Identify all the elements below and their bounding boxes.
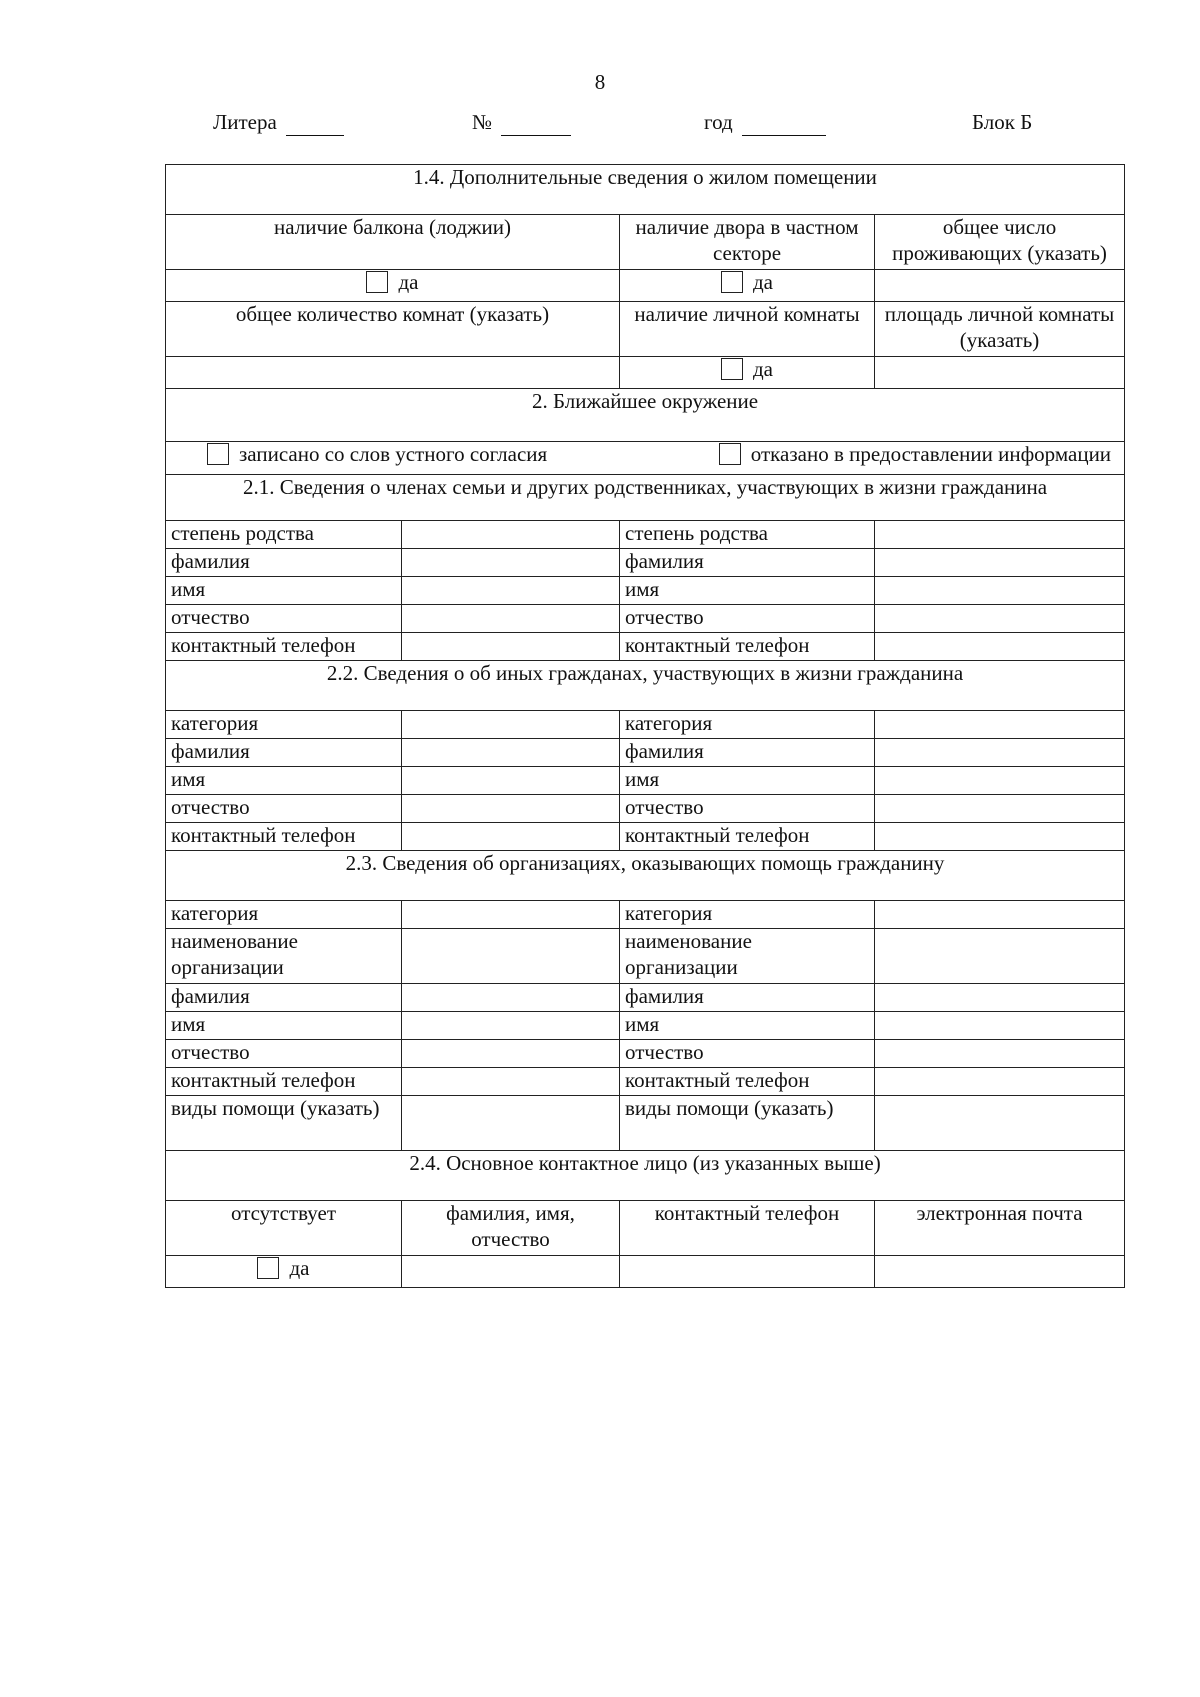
field-input[interactable] [402, 929, 620, 984]
field-input[interactable] [402, 549, 620, 577]
field-label: контактный телефон [166, 633, 402, 661]
field-input[interactable] [875, 739, 1125, 767]
field-input[interactable] [875, 1012, 1125, 1040]
field-input[interactable] [875, 549, 1125, 577]
field-label: отчество [620, 605, 875, 633]
consent-refused-option [719, 442, 1111, 468]
rooms-header: общее количество комнат (указать) [166, 302, 620, 357]
yard-checkbox[interactable] [721, 271, 743, 293]
field-input[interactable] [875, 901, 1125, 929]
field-label: категория [620, 711, 875, 739]
field-input[interactable] [875, 711, 1125, 739]
residents-input[interactable] [875, 270, 1125, 302]
personal-room-cell [620, 357, 875, 389]
balcony-checkbox[interactable] [366, 271, 388, 293]
field-label: наименование организации [166, 929, 402, 984]
field-label: степень родства [166, 521, 402, 549]
number-field [472, 110, 571, 136]
phone-header: контактный телефон [620, 1201, 875, 1256]
yes-label: да [289, 1256, 310, 1280]
personal-area-header: площадь личной комнаты (указать) [875, 302, 1125, 357]
field-label: фамилия [166, 984, 402, 1012]
section-2-3-title: 2.3. Сведения об организациях, оказывающих помощь гражданину [166, 851, 1125, 901]
field-input[interactable] [875, 521, 1125, 549]
field-input[interactable] [875, 633, 1125, 661]
section-1-4-title: 1.4. Дополнительные сведения о жилом помещении [166, 165, 1125, 215]
field-input[interactable] [402, 1096, 620, 1151]
section-2-4-title: 2.4. Основное контактное лицо (из указанных выше) [166, 1151, 1125, 1201]
absent-checkbox[interactable] [257, 1257, 279, 1279]
absent-header: отсутствует [166, 1201, 402, 1256]
yard-cell [620, 270, 875, 302]
consent-refused-label: отказано в предоставлении информации [750, 442, 1112, 466]
balcony-header: наличие балкона (лоджии) [166, 215, 620, 270]
field-label: контактный телефон [166, 823, 402, 851]
field-input[interactable] [402, 605, 620, 633]
field-input[interactable] [402, 711, 620, 739]
field-input[interactable] [875, 795, 1125, 823]
field-label: фамилия [620, 549, 875, 577]
field-label: имя [620, 767, 875, 795]
field-label: виды помощи (указать) [166, 1096, 402, 1151]
year-label: год [704, 110, 733, 134]
block-label: Блок Б [972, 110, 1033, 134]
field-input[interactable] [402, 1040, 620, 1068]
field-input[interactable] [402, 633, 620, 661]
field-label: фамилия [166, 739, 402, 767]
field-label: контактный телефон [166, 1068, 402, 1096]
field-input[interactable] [875, 577, 1125, 605]
field-input[interactable] [875, 1096, 1125, 1151]
field-input[interactable] [402, 739, 620, 767]
form-table [165, 164, 1125, 1288]
field-label: контактный телефон [620, 1068, 875, 1096]
yes-label: да [752, 270, 773, 294]
consent-refused-checkbox[interactable] [719, 443, 741, 465]
section-2-title: 2. Ближайшее окружение [166, 389, 1125, 442]
fio-header: фамилия, имя, отчество [402, 1201, 620, 1256]
field-input[interactable] [402, 795, 620, 823]
field-input[interactable] [402, 1068, 620, 1096]
balcony-cell [166, 270, 620, 302]
year-field [704, 110, 826, 136]
field-input[interactable] [875, 605, 1125, 633]
field-input[interactable] [402, 984, 620, 1012]
email-header: электронная почта [875, 1201, 1125, 1256]
personal-room-header: наличие личной комнаты [620, 302, 875, 357]
yard-header: наличие двора в частном секторе [620, 215, 875, 270]
litera-field [213, 110, 344, 136]
field-label: степень родства [620, 521, 875, 549]
number-label: № [472, 110, 493, 134]
field-input[interactable] [402, 1012, 620, 1040]
page-number: 8 [594, 70, 606, 94]
rooms-input[interactable] [166, 357, 620, 389]
field-label: имя [166, 577, 402, 605]
field-input[interactable] [875, 1040, 1125, 1068]
consent-oral-label: записано со слов устного согласия [239, 442, 548, 466]
field-label: отчество [620, 1040, 875, 1068]
field-input[interactable] [402, 767, 620, 795]
residents-header: общее число проживающих (указать) [875, 215, 1125, 270]
field-label: имя [166, 767, 402, 795]
section-2-2-title: 2.2. Сведения о об иных гражданах, участвующих в жизни гражданина [166, 661, 1125, 711]
field-label: отчество [166, 1040, 402, 1068]
field-input[interactable] [875, 984, 1125, 1012]
section-2-1-title: 2.1. Сведения о членах семьи и других родственниках, участвующих в жизни гражданина [166, 475, 1125, 521]
litera-label: Литера [213, 110, 277, 134]
field-label: контактный телефон [620, 633, 875, 661]
field-label: имя [166, 1012, 402, 1040]
consent-row [166, 442, 1125, 475]
field-label: фамилия [166, 549, 402, 577]
personal-room-checkbox[interactable] [721, 358, 743, 380]
absent-cell [166, 1256, 402, 1288]
litera-input-line[interactable] [286, 113, 344, 136]
yes-label: да [752, 357, 773, 381]
field-label: отчество [166, 795, 402, 823]
field-label: отчество [620, 795, 875, 823]
form-header [0, 110, 1200, 140]
field-label: категория [620, 901, 875, 929]
yes-label: да [398, 270, 419, 294]
field-label: отчество [166, 605, 402, 633]
field-label: имя [620, 1012, 875, 1040]
field-input[interactable] [875, 929, 1125, 984]
field-input[interactable] [402, 521, 620, 549]
year-input-line[interactable] [742, 113, 826, 136]
email-input[interactable] [875, 1256, 1125, 1288]
field-label: наименование организации [620, 929, 875, 984]
field-input[interactable] [875, 823, 1125, 851]
consent-oral-option [207, 442, 547, 468]
field-label: контактный телефон [620, 823, 875, 851]
field-input[interactable] [402, 577, 620, 605]
field-label: категория [166, 901, 402, 929]
field-label: фамилия [620, 984, 875, 1012]
number-input-line[interactable] [501, 113, 571, 136]
field-input[interactable] [875, 767, 1125, 795]
field-label: категория [166, 711, 402, 739]
consent-oral-checkbox[interactable] [207, 443, 229, 465]
field-label: фамилия [620, 739, 875, 767]
field-label: виды помощи (указать) [620, 1096, 875, 1151]
field-input[interactable] [875, 1068, 1125, 1096]
field-input[interactable] [402, 823, 620, 851]
personal-area-input[interactable] [875, 357, 1125, 389]
fio-input[interactable] [402, 1256, 620, 1288]
phone-input[interactable] [620, 1256, 875, 1288]
field-label: имя [620, 577, 875, 605]
field-input[interactable] [402, 901, 620, 929]
